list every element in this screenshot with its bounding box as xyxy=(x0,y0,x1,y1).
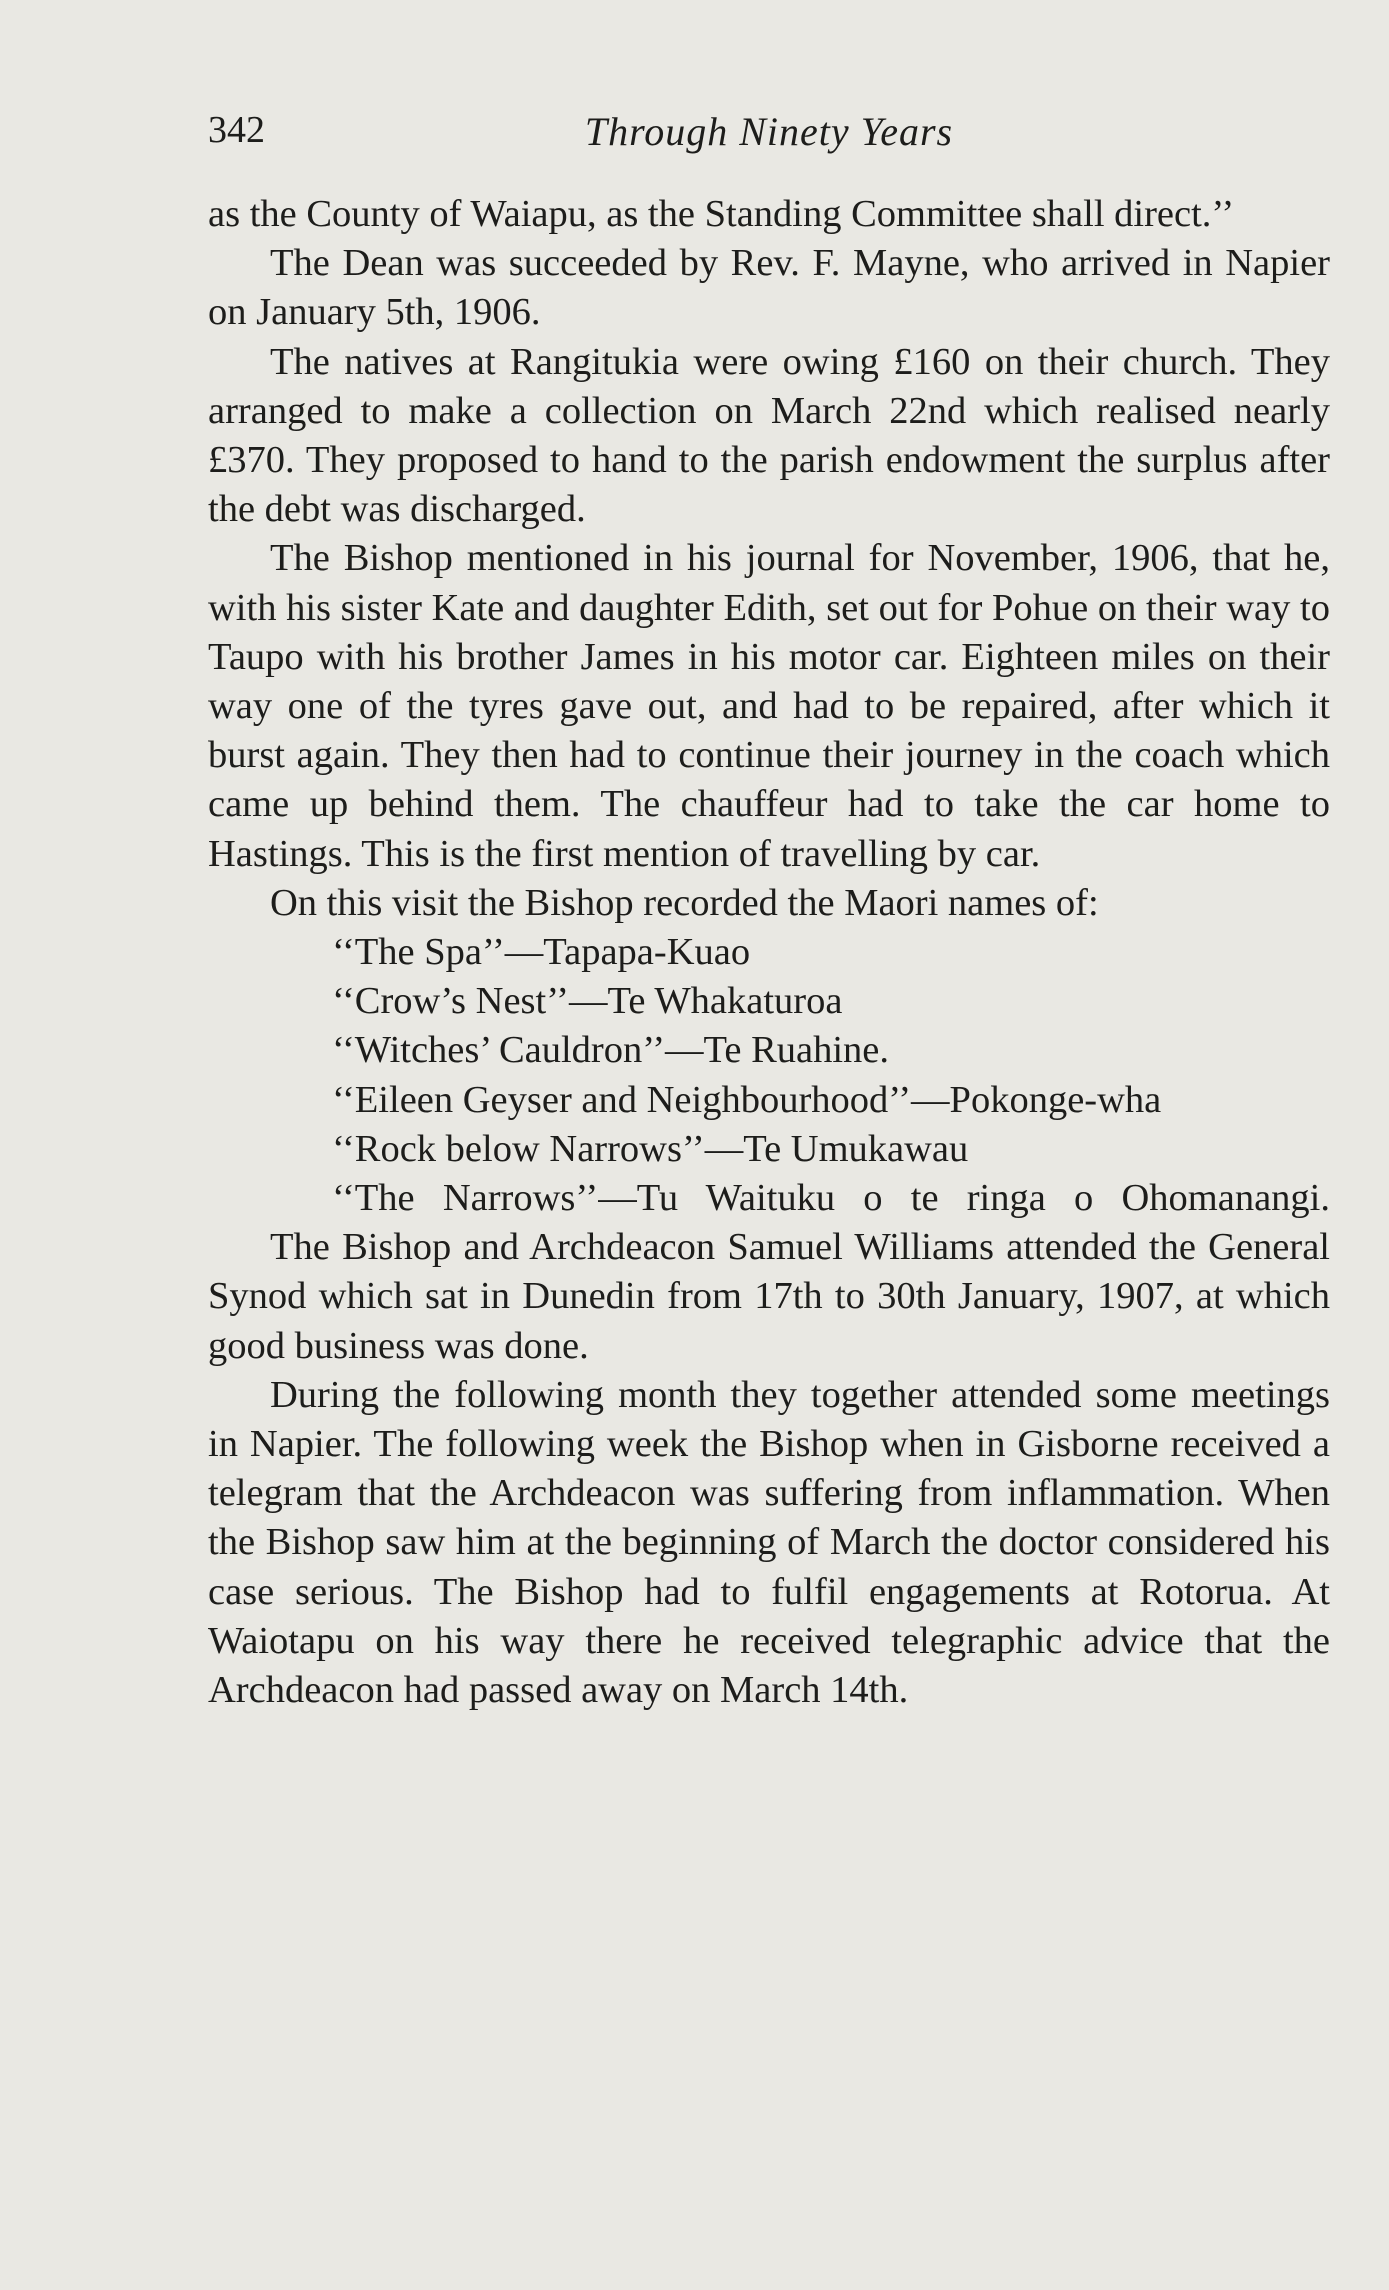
continuation-paragraph: as the County of Waiapu, as the Standing Committee shall direct.’’ xyxy=(208,193,1235,235)
place-name-item: ‘‘The Spa’’—Tapapa-Kuao xyxy=(332,931,751,974)
paragraph-general-synod: The Bishop and Archdeacon Samuel Williams attended the General Synod which sat in Dunedin from 17th to 30th January, 1907, at which good business was done. xyxy=(208,1226,1330,1367)
maori-place-names-list xyxy=(208,928,1330,1223)
paragraph-archdeacon-death: During the following month they together attended some meetings in Napier. The following week the Bishop when in Gisborne received a telegram that the Archdeacon was suffering from inflammation. When the Bishop saw him at the beginning of March the doctor considered his case serious. The Bishop had to fulfil engagements at Rotorua. At Waiotapu on his way there he received telegraphic advice that the Archdeacon had passed away on March 14th. xyxy=(208,1373,1330,1712)
page-number: 342 xyxy=(208,109,265,151)
place-name-item: ‘‘The Narrows’’—Tu Waituku o te ringa o Ohomanangi. xyxy=(332,1177,1330,1220)
page-header xyxy=(208,108,1330,158)
paragraph-motor-car-journey: The Bishop mentioned in his journal for November, 1906, that he, with his sister Kate and daughter Edith, set out for Pohue on their way to Taupo with his brother James in his motor car. Eighteen miles on their way one of the tyres gave out, and had to be repaired, after which it burst again. They then had to continue their journey in the coach which came up behind them. The chauffeur had to take the car home to Hastings. This is the first mention of travelling by car. xyxy=(208,537,1330,875)
place-name-item: ‘‘Eileen Geyser and Neighbourhood’’—Pokonge-wha xyxy=(332,1078,1162,1121)
place-name-item: ‘‘Witches’ Cauldron’’—Te Ruahine. xyxy=(332,1029,890,1072)
place-name-item: ‘‘Crow’s Nest’’—Te Whakaturoa xyxy=(332,980,843,1023)
place-name-item: ‘‘Rock below Narrows’’—Te Umukawau xyxy=(332,1127,969,1170)
running-title: Through Ninety Years xyxy=(584,109,954,154)
paragraph-dean-succession: The Dean was succeeded by Rev. F. Mayne, who arrived in Napier on January 5th, 1906. xyxy=(208,242,1330,334)
page-body xyxy=(208,190,1330,1715)
paragraph-maori-names-intro: On this visit the Bishop recorded the Maori names of: xyxy=(270,881,1099,924)
paragraph-rangitukia-church: The natives at Rangitukia were owing £160 on their church. They arranged to make a collection on March 22nd which realised nearly £370. They proposed to hand to the parish endowment the surplus after the debt was discharged. xyxy=(208,340,1330,531)
